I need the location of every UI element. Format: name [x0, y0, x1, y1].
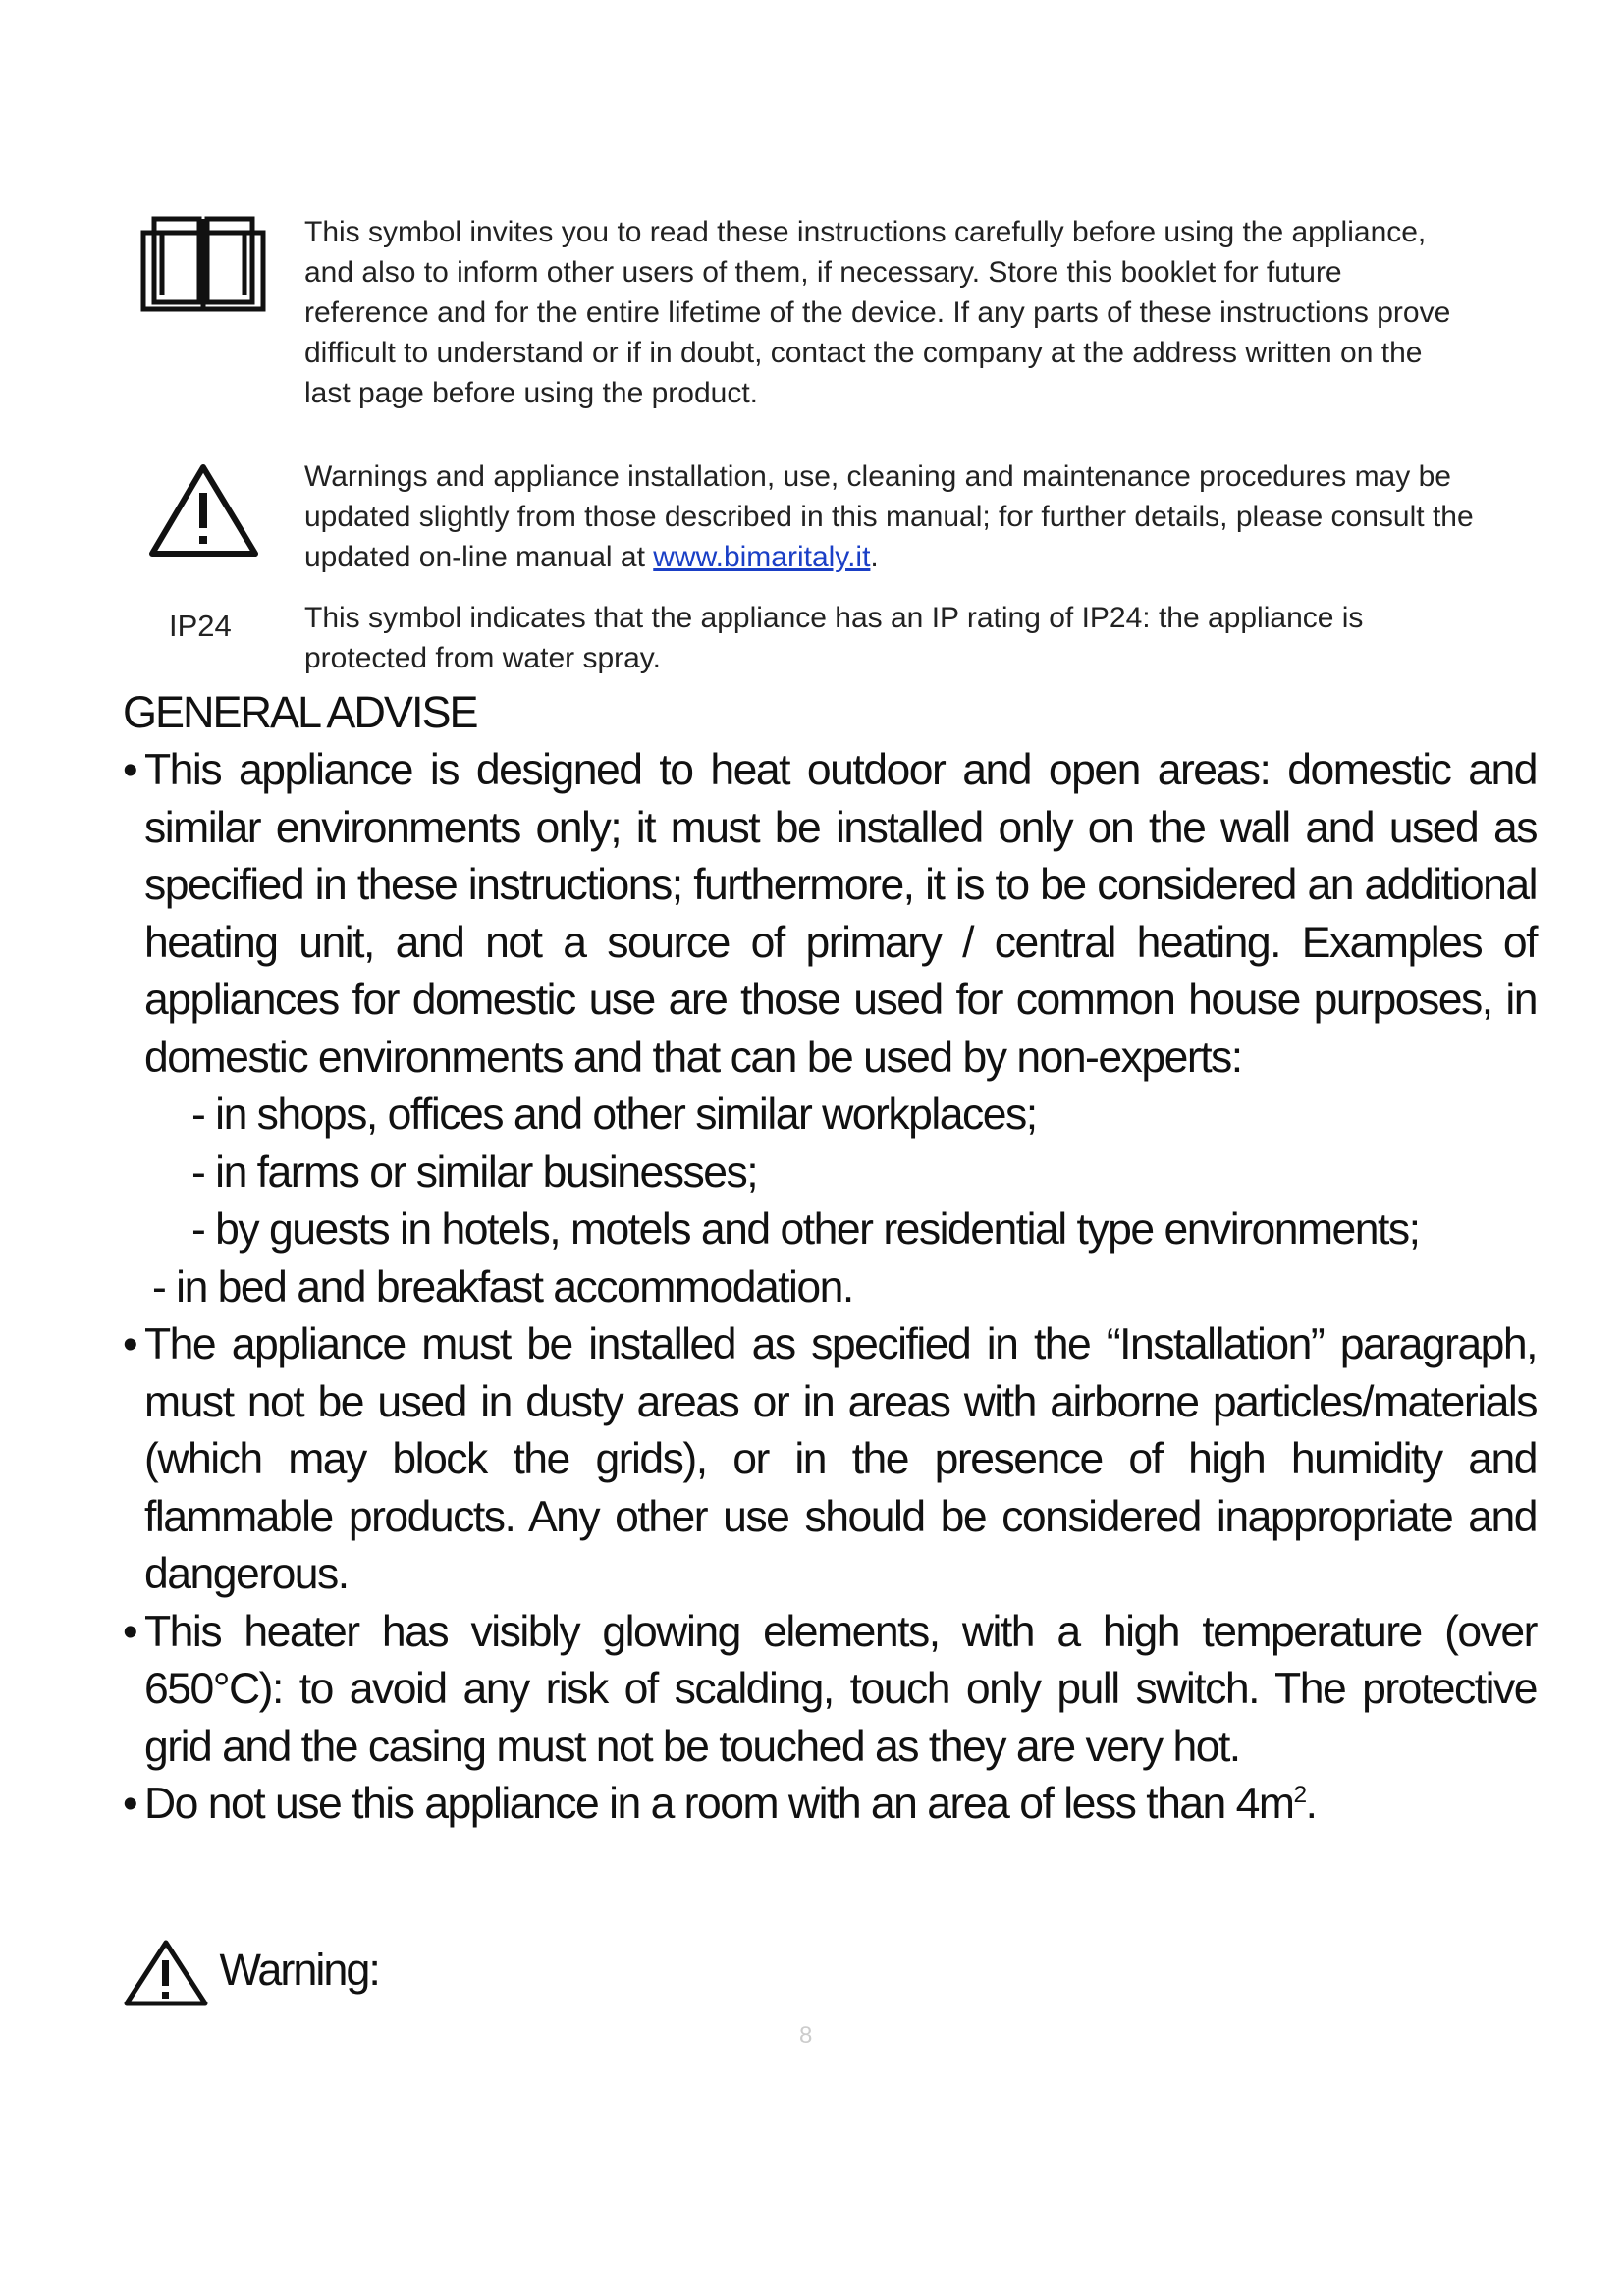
- warning-label-row: [123, 1939, 379, 2007]
- warning-triangle-icon: [147, 461, 260, 564]
- bullet-icon: •: [123, 1607, 137, 1656]
- warning-small-icon: [123, 1939, 209, 2007]
- bullet-item: • The appliance must be installed as specified in the “Installation” paragraph, must not be used in dusty areas or in areas with airborne particles/materials (which may block the grids), or in the presence of high humidity and flammable products. Any other use should be considered inappropriate and dangerous.: [123, 1316, 1537, 1604]
- ip24-label: IP24: [169, 609, 232, 643]
- section-heading: GENERAL ADVISE: [123, 687, 477, 737]
- sub-item: - in shops, offices and other similar workplaces;: [191, 1091, 1037, 1139]
- sub-item: - in bed and breakfast accommodation.: [152, 1262, 853, 1311]
- bullet-item: • Do not use this appliance in a room with an area of less than $4m^2$.: [123, 1776, 1537, 1834]
- book-icon: [140, 211, 266, 319]
- website-link[interactable]: www.bimaritaly.it: [653, 541, 871, 573]
- bullet-item: • This appliance is designed to heat outdoor and open areas: domestic and similar environments only; it must be installed only on the wall and used as specified in these instructions; furthermore, it is to be considered an additional heating unit, and not a source of primary / central heating. Examples of appliances for domestic use are those used for common house purposes, in domestic environments and that can be used by non-experts:: [123, 742, 1537, 1087]
- bullet-icon: •: [123, 746, 137, 794]
- sub-item: - in farms or similar businesses;: [191, 1148, 758, 1197]
- bullet-item: • This heater has visibly glowing elements, with a high temperature (over 650°C): to avoid any risk of scalding, touch only pull switch. The protective grid and the casing must not be touched as they are very hot.: [123, 1604, 1537, 1777]
- page-number: 8: [799, 2022, 813, 2049]
- bullet-icon: •: [123, 1320, 137, 1368]
- warning-symbol-text: Warnings and appliance installation, use, cleaning and maintenance procedures may be updated slightly from those described in this manual; for further details, please consult the updated on-line manual at www.bimaritaly.it.: [304, 460, 1474, 573]
- bullet-icon: •: [123, 1780, 137, 1828]
- ip24-symbol-text: This symbol indicates that the appliance has an IP rating of IP24: the appliance is protected from water spray.: [304, 602, 1364, 674]
- warning-label: Warning:: [219, 1944, 379, 1995]
- book-symbol-text: This symbol invites you to read these instructions carefully before using the appliance, and also to inform other users of them, if necessary. Store this booklet for future reference and for the entire lifetime of the device. If any parts of these instructions prove difficult to understand or if in doubt, contact the company at the address written on the last page before using the product.: [304, 216, 1451, 409]
- general-advise-body: [123, 742, 1537, 1834]
- sub-item: - by guests in hotels, motels and other residential type environments;: [191, 1205, 1420, 1254]
